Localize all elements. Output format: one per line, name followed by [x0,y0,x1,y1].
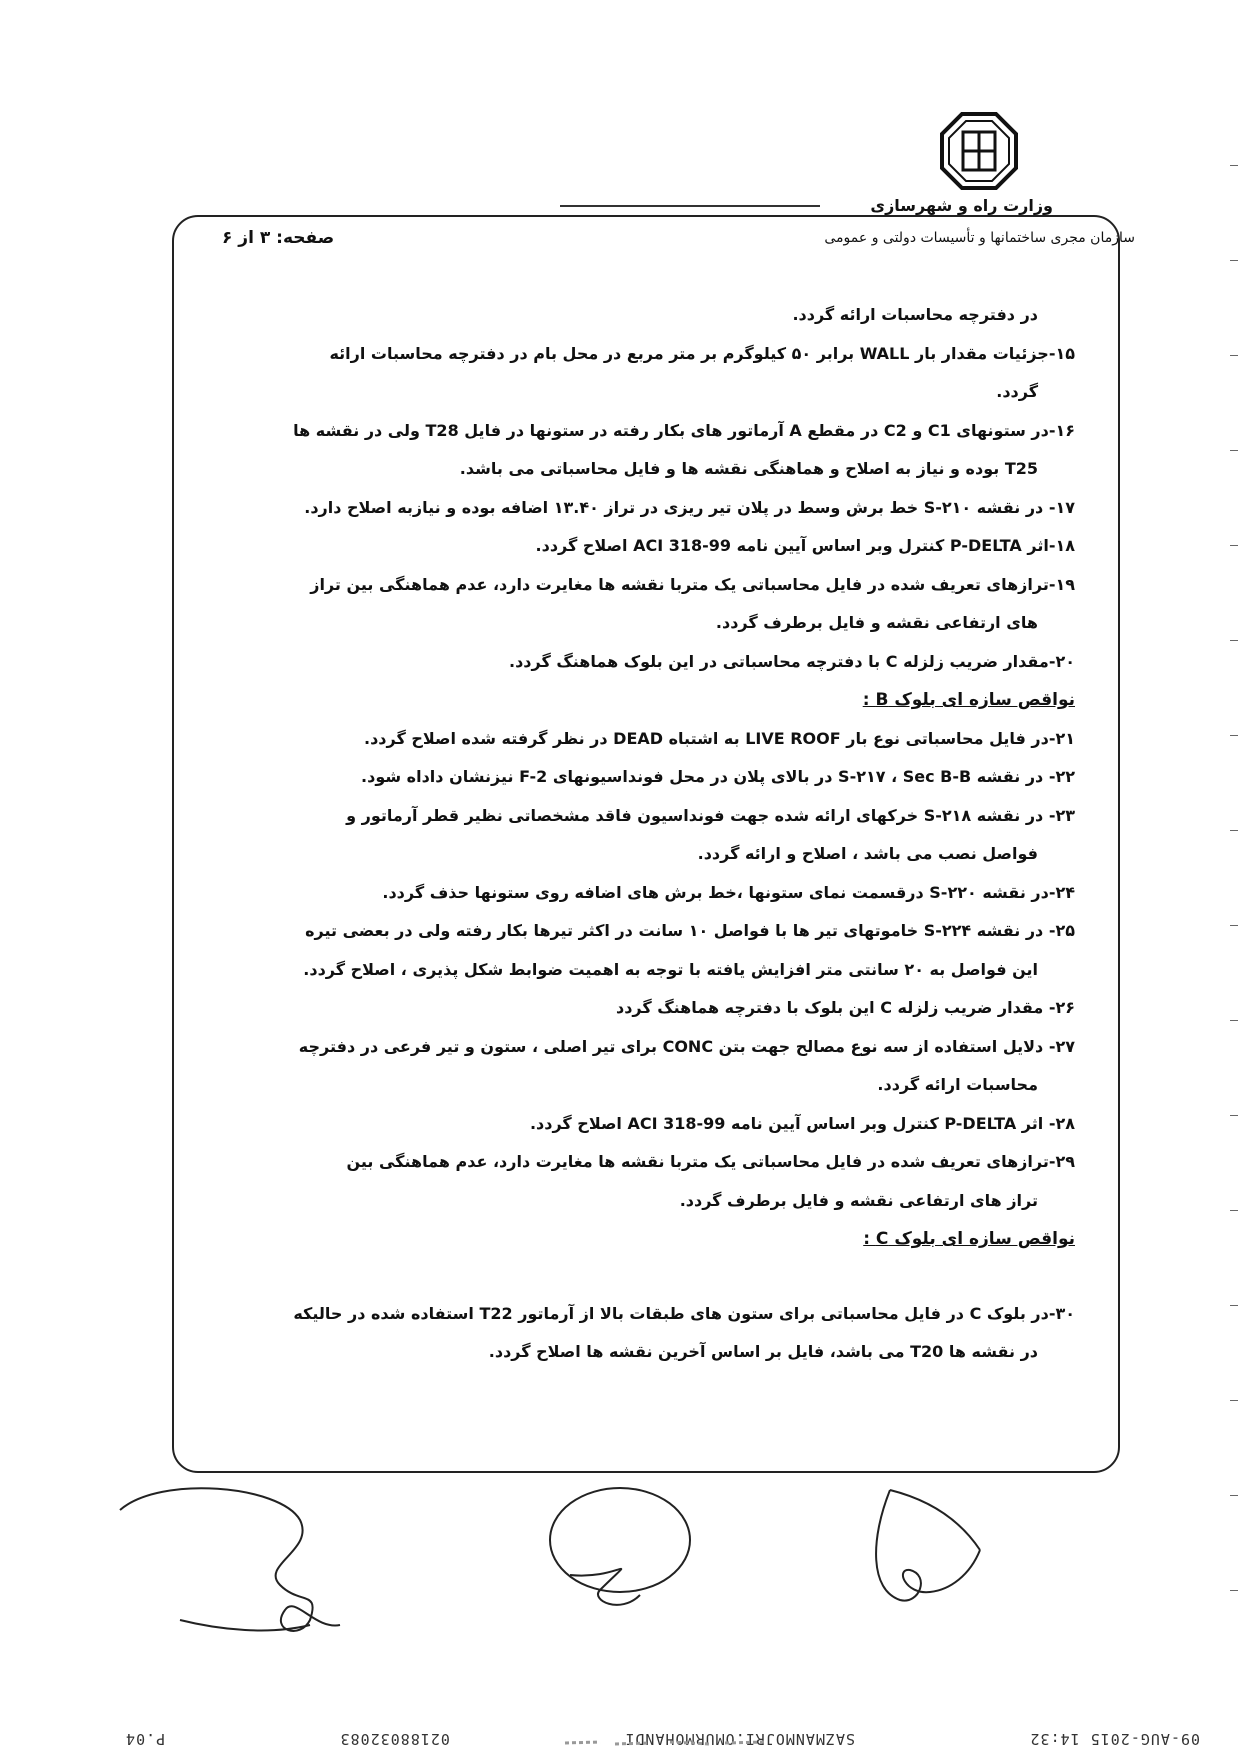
list-item-continuation: این فواصل به ۲۰ سانتی متر افزایش یافته با توجه به اهمیت ضوابط شکل پذیری ، اصلاح گردد. [303,959,1038,979]
page-number: صفحه: ۳ از ۶ [222,228,335,248]
list-item: ۲۹-ترازهای تعریف شده در فایل محاسباتی یک متربا نقشه ها مغایرت دارد، عدم هماهنگی بین [346,1152,1075,1171]
fax-phone: 02188032083 [339,1730,450,1748]
signature-3 [876,1490,980,1601]
list-item-continuation: های ارتفاعی نقشه و فایل برطرف گردد. [715,613,1038,632]
list-item: ۲۷- دلایل استفاده از سه نوع مصالح جهت بتن CONC برای تیر اصلی ، ستون و تیر فرعی در دفترچه [298,1036,1075,1056]
list-item-continuation: در دفترچه محاسبات ارائه گردد. [792,305,1038,324]
signature-2 [550,1488,690,1605]
organization-name: سازمان مجری ساختمانها و تأسیسات دولتی و عمومی [824,230,1135,246]
signature-1 [120,1488,340,1631]
list-item-continuation: گردد. [996,382,1038,401]
list-item: ۱۸-اثر P-DELTA کنترل وبر اساس آیین نامه ACI 318-99 اصلاح گردد. [535,536,1075,555]
list-item: ۲۴-در نقشه S-۲۲۰ درقسمت نمای ستونها ،خط برش های اضافه روی ستونها حذف گردد. [382,882,1075,902]
list-item: ۱۷- در نقشه S-۲۱۰ خط برش وسط در پلان تیر ریزی در تراز ۱۳.۴۰ اضافه بوده و نیازبه اصلاح دارد. [304,497,1075,517]
paragraph-gap [195,1259,1075,1295]
document-body [195,296,1075,1372]
section-heading: نواقص سازه ای بلوک B : [862,690,1075,710]
list-item: ۱۹-ترازهای تعریف شده در فایل محاسباتی یک متربا نقشه ها مغایرت دارد، عدم هماهنگی بین تراز [310,574,1075,594]
list-item: ۲۳- در نقشه S-۲۱۸ خرکهای ارائه شده جهت فونداسیون فاقد مشخصاتی نظیر قطر آرماتور و [346,805,1075,825]
scan-edge-marks [1226,0,1240,1753]
list-item: ۲۰-مقدار ضریب زلزله C با دفترچه محاسباتی در این بلوک هماهنگ گردد. [509,651,1075,671]
ministry-emblem-icon [940,112,1018,190]
signatures [100,1480,1020,1650]
scan-noise [560,1737,770,1749]
fax-datetime: 09-AUG-2015 14:32 [1029,1730,1200,1748]
list-item: ۱۶-در ستونهای C1 و C2 در مقطع A آرماتور های بکار رفته در ستونها در فایل T28 ولی در نقشه ها [293,420,1075,440]
section-heading: نواقص سازه ای بلوک C : [863,1229,1075,1249]
fax-sender: SAZMANMOJRI.OMURMOHANDI [624,1730,856,1748]
list-item-continuation: تراز های ارتفاعی نقشه و فایل برطرف گردد. [679,1190,1038,1210]
fax-page: P.04 [125,1730,166,1748]
list-item-continuation: محاسبات ارائه گردد. [877,1075,1038,1094]
list-item-continuation: T25 بوده و نیاز به اصلاح و هماهنگی نقشه ها و فایل محاسباتی می باشد. [459,459,1038,478]
list-item: ۱۵-جزئیات مقدار بار WALL برابر ۵۰ کیلوگرم بر متر مربع در محل بام در دفترچه محاسبات ارائه [329,343,1075,363]
list-item: ۲۲- در نقشه S-۲۱۷ ، Sec B-B در بالای پلان در محل فونداسیونهای F-2 نیزنشان داداه شود. [361,767,1075,786]
list-item: ۳۰-در بلوک C در فایل محاسباتی برای ستون های طبقات بالا از آرماتور T22 استفاده شده در حالیکه [293,1303,1075,1323]
ministry-name: وزارت راه و شهرسازی [870,196,1053,215]
header-rule [560,205,820,207]
list-item: ۲۶- مقدار ضریب زلزله C این بلوک با دفترچه هماهنگ گردد [615,998,1075,1017]
list-item: ۲۵- در نقشه S-۲۲۴ خاموتهای تیر ها با فواصل ۱۰ سانت در اکثر تیرها بکار رفته ولی در بعضی تیره [305,921,1075,940]
list-item: ۲۱-در فایل محاسباتی نوع بار LIVE ROOF به اشتباه DEAD در نظر گرفته شده اصلاح گردد. [363,728,1075,748]
list-item-continuation: در نقشه ها T20 می باشد، فایل بر اساس آخرین نقشه ها اصلاح گردد. [488,1342,1038,1361]
list-item: ۲۸- اثر P-DELTA کنترل وبر اساس آیین نامه ACI 318-99 اصلاح گردد. [529,1113,1075,1133]
list-item-continuation: فواصل نصب می باشد ، اصلاح و ارائه گردد. [697,844,1038,863]
